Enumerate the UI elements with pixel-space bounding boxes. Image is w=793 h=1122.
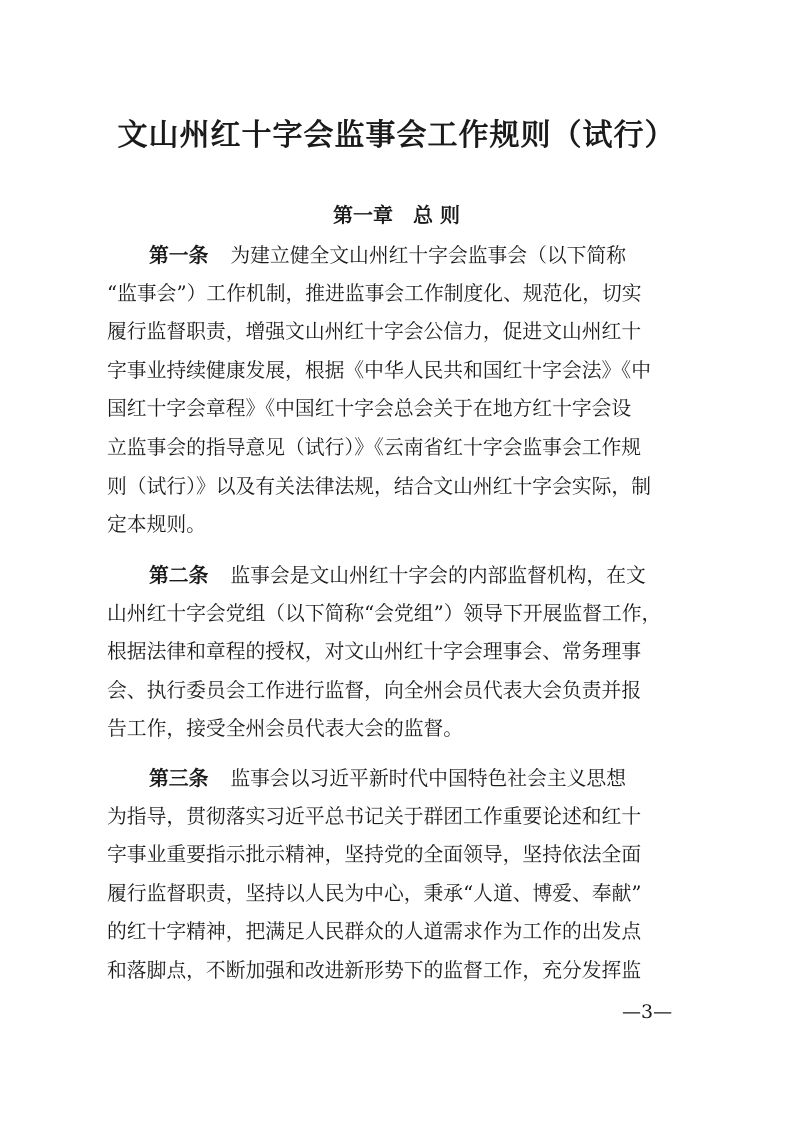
article-line: 字事业重要指示批示精神，坚持党的全面领导，坚持依法全面 <box>107 843 642 867</box>
article-line: 国红十字会章程》《中国红十字会总会关于在地方红十字会设 <box>107 397 632 421</box>
article-line: 字事业持续健康发展，根据《中华人民共和国红十字会法》《中 <box>107 358 651 382</box>
chapter-heading: 第一章 总 则 <box>333 203 460 227</box>
article-line: 告工作，接受全州会员代表大会的监督。 <box>107 717 464 741</box>
article-line <box>107 759 693 798</box>
article-line: 根据法律和章程的授权，对文山州红十字会理事会、常务理事 <box>107 640 642 664</box>
article-line <box>107 556 693 595</box>
page-number: —3— <box>622 1001 673 1023</box>
article-line <box>107 236 693 275</box>
article-label: 第一条 <box>149 243 209 267</box>
article-1 <box>107 236 693 545</box>
article-line: 履行监督职责，坚持以人民为中心，秉承“人道、博爱、奉献” <box>107 881 642 905</box>
article-line: 则（试行）》以及有关法律法规，结合文山州红十字会实际，制 <box>107 474 651 498</box>
article-3 <box>107 759 693 991</box>
article-line: 履行监督职责，增强文山州红十字会公信力，促进文山州红十 <box>107 320 642 344</box>
article-label: 第二条 <box>149 563 209 587</box>
article-line: “监事会”）工作机制，推进监事会工作制度化、规范化，切实 <box>107 281 642 305</box>
article-line: 山州红十字会党组（以下简称“会党组”）领导下开展监督工作， <box>107 601 662 625</box>
document-title: 文山州红十字会监事会工作规则（试行） <box>117 118 676 153</box>
article-line-text: 为建立健全文山州红十字会监事会（以下简称 <box>230 244 626 267</box>
article-line: 和落脚点，不断加强和改进新形势下的监督工作，充分发挥监 <box>107 958 642 982</box>
article-2 <box>107 556 693 749</box>
article-line: 为指导，贯彻落实习近平总书记关于群团工作重要论述和红十 <box>107 804 642 828</box>
article-line: 立监事会的指导意见（试行）》《云南省红十字会监事会工作规 <box>107 435 642 459</box>
article-line: 的红十字精神，把满足人民群众的人道需求作为工作的出发点 <box>107 920 642 944</box>
article-line-text: 监事会是文山州红十字会的内部监督机构，在文 <box>230 564 646 587</box>
article-line: 定本规则。 <box>107 513 206 537</box>
article-line-text: 监事会以习近平新时代中国特色社会主义思想 <box>230 767 626 790</box>
article-label: 第三条 <box>149 766 209 790</box>
article-line: 会、执行委员会工作进行监督，向全州会员代表大会负责并报 <box>107 678 642 702</box>
